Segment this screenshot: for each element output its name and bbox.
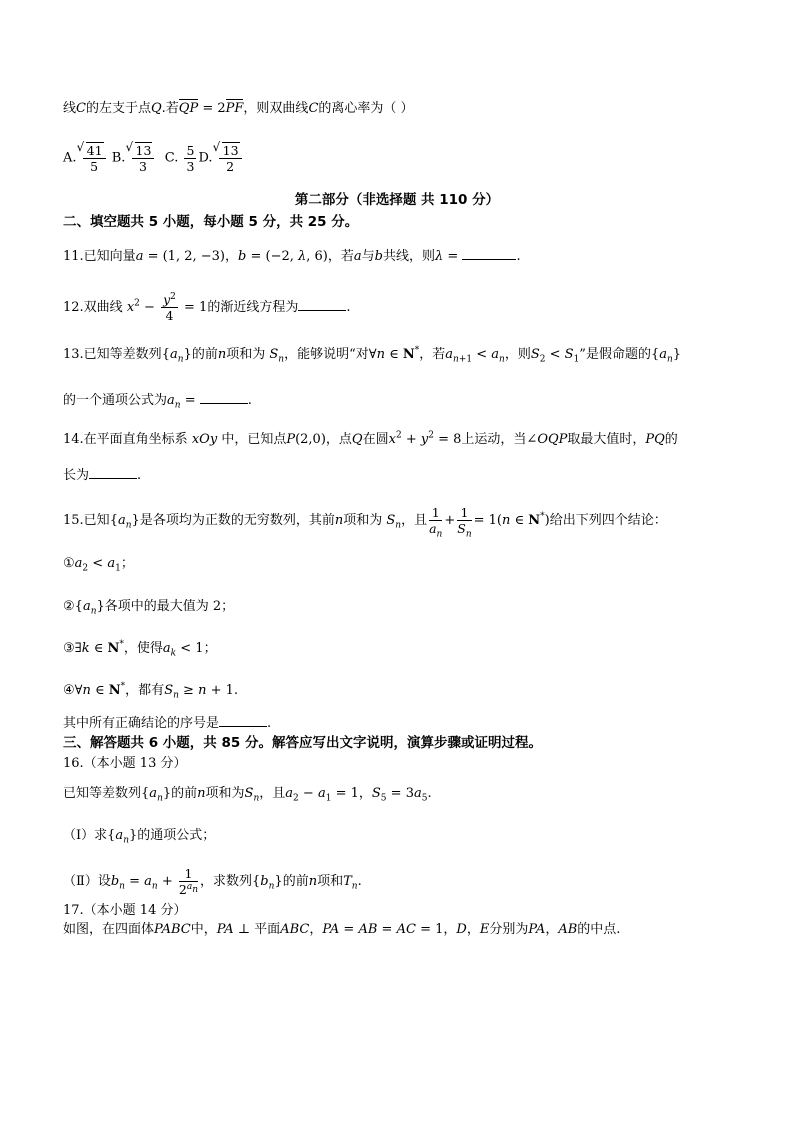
q13-text: ，能够说明“对 (284, 347, 369, 362)
q16-text: ，且 (259, 786, 286, 801)
q17-text: ， (466, 922, 480, 937)
q15-text: ，使得 (123, 641, 163, 656)
option-c-label: C. (164, 150, 179, 166)
q10-text: .若 (161, 101, 179, 116)
q14-text: 14.在平面直角坐标系 (63, 432, 188, 447)
q10-text: 的离心率为（ ） (318, 101, 414, 116)
q16-text: 已知等差数列 (63, 786, 142, 801)
question-15-line1: 15.已知$\{a_n\}$是各项均为正数的无穷数列，其前n项和为 $S_n$，且 $\frac{1}{a_n}$ + $\frac{1}{S_n}$ = 1(n ∈ N*)给出下列四个结论： (63, 505, 667, 540)
option-d-value: √ $\frac{13}{2}$ (219, 142, 242, 174)
q13-text: 13.已知等差数列 (63, 347, 162, 362)
q10-text: ，则双曲线 (243, 101, 309, 116)
q16-text: . (427, 786, 432, 801)
q14-text: . (137, 468, 142, 483)
question-13-line1: 13.已知等差数列$\{a_n\}$的前n项和为 $S_n$，能够说明“对∀n ∈ N*，若$a_{n+1} < a_n$，则$S_2 < S_1$”是假命题的$\{a_n\}$ (63, 345, 682, 365)
q15-text: 给出下列四个结论： (549, 513, 667, 528)
q17-text: ， (443, 922, 457, 937)
q12-text: . (346, 300, 351, 315)
q11-text: 11.已知向量 (63, 249, 136, 264)
q17-text: 中， (190, 922, 217, 937)
conclusion-3: ③∃k ∈ N*，使得$a_k < 1$； (63, 639, 217, 659)
q15-text: . (233, 683, 239, 698)
answer-blank[interactable] (298, 298, 346, 311)
q16-part2: （Ⅱ）设$b_n = a_n$ + $\frac{1}{2^{a_n}}$ ，求数列$\{b_n\}$的前n项和$T_n$. (63, 866, 362, 897)
q15-text: ，且 (401, 513, 428, 528)
q13-text: ”是假命题的 (579, 347, 651, 362)
question-14-line2 (63, 466, 141, 484)
section3-heading: 三、解答题共 6 小题，共 85 分。解答应写出文字说明，演算步骤或证明过程。 (63, 735, 542, 751)
question-15-tail (63, 714, 271, 732)
question-13-line2: 的一个通项公式为$a_n$ = . (63, 393, 252, 411)
q15-text: 15.已知 (63, 513, 110, 528)
q14-text: 长为 (63, 468, 90, 483)
q14-text: 中，已知点 (221, 432, 287, 447)
q17-stem: 如图，在四面体PABC中，PA ⊥ 平面ABC，PA = AB = AC = 1，D，E分别为PA，AB的中点. (63, 922, 621, 937)
q16-text: 的前 (282, 874, 309, 889)
answer-blank[interactable] (89, 466, 137, 479)
q15-text: ； (120, 556, 134, 571)
q14-text: 在圆 (362, 432, 389, 447)
answer-blank[interactable] (219, 714, 267, 727)
question-12: 12.双曲线 $x^2$ − $\frac{y^2}{4}$ = 1的渐近线方程为 . (63, 291, 351, 323)
q11-text: 共线，则 (383, 249, 436, 264)
q16-header: 16.（本小题 13 分） (63, 756, 187, 771)
q13-text: 的一个通项公式为 (63, 393, 168, 408)
answer-blank[interactable] (200, 391, 248, 404)
q11-text: ， (225, 249, 239, 264)
q16-text: . (357, 874, 362, 889)
conclusion-2: $②\{a_n\}$各项中的最大值为 2； (63, 599, 235, 617)
option-d-label: D. (198, 150, 213, 166)
q15-text: ，都有 (125, 683, 165, 698)
q14-text: 取最大值时， (567, 432, 646, 447)
q14-text: 上运动，当 (461, 432, 527, 447)
option-b-value: √ $\frac{13}{3}$ (132, 142, 155, 174)
q13-text: 项和为 (226, 347, 266, 362)
conclusion-1: $①a_2 < a_1$； (63, 556, 134, 574)
q13-text: ，若 (419, 347, 446, 362)
q15-text: ③ (63, 641, 75, 656)
q11-text: 与 (361, 249, 375, 264)
q15-text: 是各项均为正数的无穷数列，其前 (139, 513, 335, 528)
q17-text: ， (545, 922, 559, 937)
q14-text: 的 (664, 432, 678, 447)
q15-text: 各项中的最大值为 2； (104, 599, 235, 614)
q10-text: 的左支于点 (85, 101, 151, 116)
q15-text: ； (203, 641, 217, 656)
q13-text: ，则 (504, 347, 531, 362)
q16-text: ， (358, 786, 372, 801)
q17-text: 平面 (254, 922, 281, 937)
option-b-label: B. (111, 150, 126, 166)
q15-text: ④ (63, 683, 75, 698)
q10-text: 线 (63, 101, 77, 116)
q12-text: 的渐近线方程为 (207, 300, 299, 315)
option-a-label: A. (63, 150, 77, 166)
q13-text: . (247, 393, 252, 408)
q16-text: ，求数列 (200, 874, 253, 889)
q16-part1: （Ⅰ）求$\{a_n\}$的通项公式； (63, 828, 216, 846)
q16-text: 的通项公式； (137, 828, 216, 843)
q16-text: 项和为 (205, 786, 245, 801)
conclusion-4: ④∀n ∈ N*，都有$S_n \ge n + 1$. (63, 681, 239, 701)
q13-text: 的前 (191, 347, 218, 362)
q16-text: （Ⅱ）设 (63, 874, 111, 889)
q15-text: ① (63, 556, 75, 571)
q16-text: 项和 (317, 874, 344, 889)
q11-text: . (516, 249, 521, 264)
q16-stem: 已知等差数列$\{a_n\}$的前n项和为$S_n$，且$a_2 - a_1 = 1$，$S_5 = 3a_5$. (63, 786, 432, 804)
part2-title: 第二部分（非选择题 共 110 分） (294, 192, 500, 208)
q14-text: ，点 (325, 432, 352, 447)
q17-header: 17.（本小题 14 分） (63, 903, 187, 918)
q10-stem-line: 线C的左支于点Q.若QP = 2PF，则双曲线C的离心率为（ ） (63, 101, 414, 116)
q12-text: 12.双曲线 (63, 300, 123, 315)
q15-text: 项和为 (343, 513, 383, 528)
q10-options (63, 142, 244, 174)
section2-heading: 二、填空题共 5 小题，每小题 5 分，共 25 分。 (63, 214, 359, 230)
answer-blank[interactable] (462, 247, 516, 260)
q11-text: ，若 (327, 249, 354, 264)
option-a-value: √ $\frac{41}{5}$ (83, 142, 106, 174)
q17-text: ， (309, 922, 323, 937)
q16-text: （Ⅰ）求 (63, 828, 108, 843)
option-c-value: $\frac{5}{3}$ (186, 142, 195, 174)
question-11: 11.已知向量a = (1, 2, −3)，b = (−2, λ, 6)，若a与b共线，则λ = . (63, 249, 521, 264)
q17-text: 分别为 (489, 922, 529, 937)
q15-text: . (267, 716, 272, 731)
q15-text: ② (63, 599, 75, 614)
q17-text: 如图，在四面体 (63, 922, 155, 937)
q16-text: 的前 (171, 786, 198, 801)
q15-text: 其中所有正确结论的序号是 (63, 716, 220, 731)
question-14-line1: 14.在平面直角坐标系 xOy 中，已知点P(2,0)，点Q在圆$x^2 + y^2 = 8$上运动，当∠OQP取最大值时，PQ的 (63, 430, 678, 447)
q17-text: 的中点. (577, 922, 621, 937)
